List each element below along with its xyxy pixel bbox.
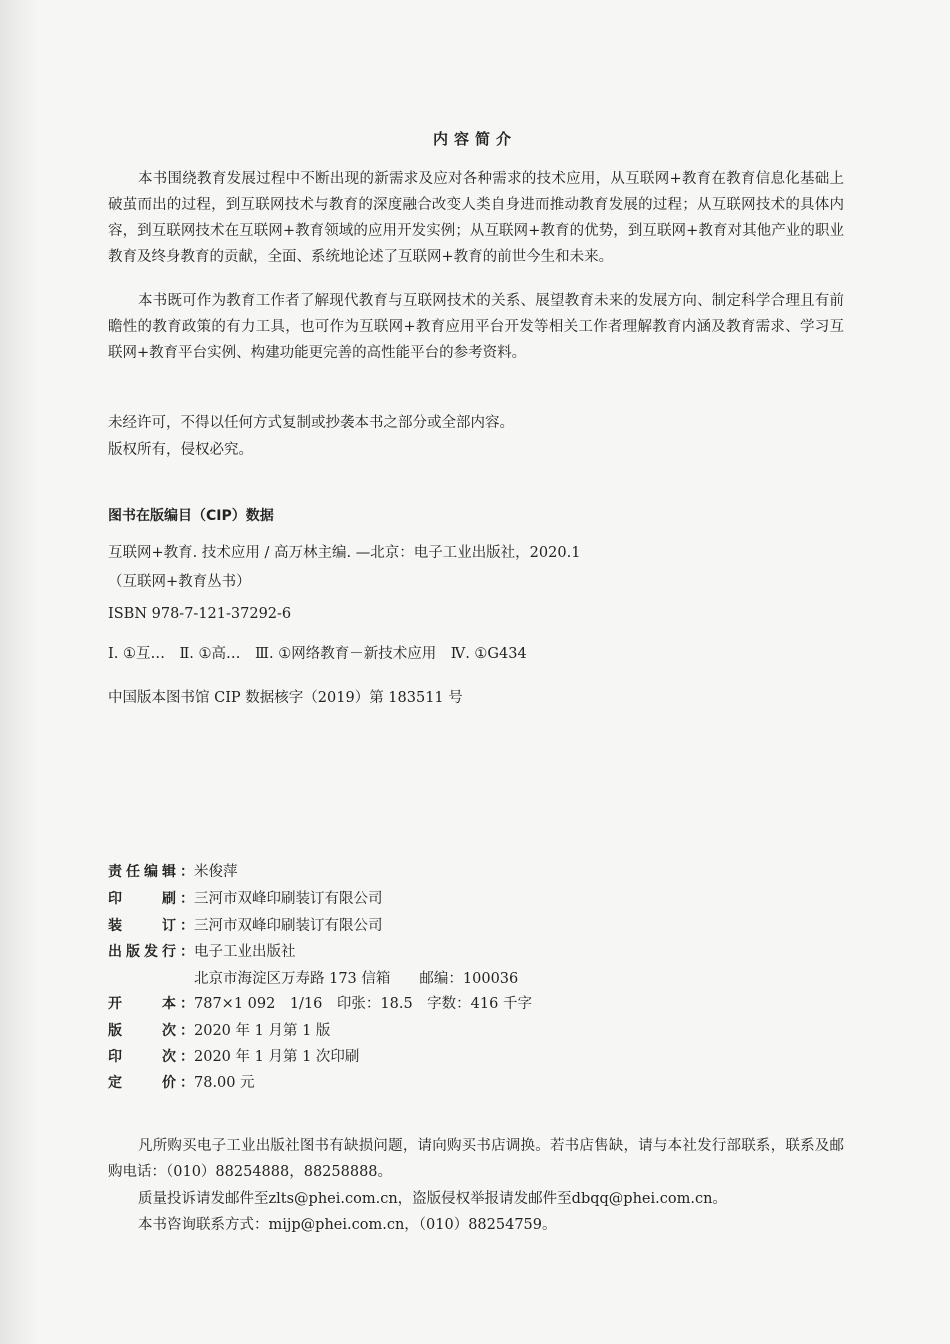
imprint-print-value: 三河市双峰印刷装订有限公司 [194,891,383,907]
footer-complaint-email: 质量投诉请发邮件至zlts@phei.com.cn，盗版侵权举报请发邮件至dbqq@phei.com.cn。 [138,1191,727,1207]
cip-series: （互联网+教育丛书） [108,574,251,590]
imprint-publisher-value: 电子工业出版社 [194,944,296,960]
footer-returns-notice: 凡所购买电子工业出版社图书有缺损问题，请向购买书店调换。若书店售缺，请与本社发行部联系，联系及邮购电话：（010）88254888，88258888。 [108,1138,844,1180]
summary-paragraph-1: 本书围绕教育发展过程中不断出现的新需求及应对各种需求的技术应用，从互联网+教育在教育信息化基础上破茧而出的过程，到互联网技术与教育的深度融合改变人类自身进而推动教育发展的过程；从互联网技术的具体内容，到互联网技术在互联网+教育领域的应用开发实例；从互联网+教育的优势，到互联网+教育对其他产业的职业教育及终身教育的贡献，全面、系统地论述了互联网+教育的前世今生和未来。 [108,171,844,265]
imprint-printing-row [108,1046,359,1068]
imprint-format-row [108,993,532,1015]
summary-paragraph-2: 本书既可作为教育工作者了解现代教育与互联网技术的关系、展望教育未来的发展方向、制定科学合理且有前瞻性的教育政策的有力工具，也可作为互联网+教育应用平台开发等相关工作者理解教育内涵及教育需求、学习互联网+教育平台实例、构建功能更完善的高性能平台的参考资料。 [108,293,844,361]
summary-title: 内容简介 [432,130,517,148]
imprint-edition-value: 2020 年 1 月第 1 版 [194,1023,331,1039]
imprint-editor-row [108,861,238,883]
imprint-edition-row [108,1020,330,1042]
copyright-notice: 未经许可，不得以任何方式复制或抄袭本书之部分或全部内容。 [108,415,514,431]
imprint-editor-value: 米俊萍 [194,864,238,880]
imprint-print-row [108,888,383,910]
imprint-edition-label: 版 次： [108,1023,194,1039]
imprint-price-label: 定 价： [108,1075,194,1091]
footer-consult-contact: 本书咨询联系方式：mijp@phei.com.cn，（010）88254759。 [138,1217,557,1233]
cip-heading: 图书在版编目（CIP）数据 [108,508,274,524]
imprint-publisher-row [108,941,296,963]
imprint-format-value: 787×1 092 1/16 印张：18.5 字数：416 千字 [194,996,532,1012]
cip-record-number: 中国版本图书馆 CIP 数据核字（2019）第 183511 号 [108,690,463,706]
imprint-price-row [108,1072,255,1094]
cip-classification: Ⅰ. ①互… Ⅱ. ①高… Ⅲ. ①网络教育－新技术应用 Ⅳ. ①G434 [108,646,527,662]
imprint-price-value: 78.00 元 [194,1075,255,1091]
imprint-editor-label: 责任编辑： [108,864,194,880]
imprint-binding-row [108,915,383,937]
cip-isbn: ISBN 978-7-121-37292-6 [108,606,292,622]
imprint-print-label: 印 刷： [108,891,194,907]
imprint-binding-value: 三河市双峰印刷装订有限公司 [194,918,383,934]
imprint-printing-label: 印 次： [108,1049,194,1065]
cip-title-line: 互联网+教育. 技术应用 / 高万林主编. —北京：电子工业出版社，2020.1 [108,545,581,561]
imprint-publisher-label: 出版发行： [108,944,194,960]
imprint-printing-value: 2020 年 1 月第 1 次印刷 [194,1049,360,1065]
imprint-address-row [108,968,518,990]
imprint-binding-label: 装 订： [108,918,194,934]
imprint-address-value: 北京市海淀区万寿路 173 信箱 邮编：100036 [194,971,519,987]
rights-reserved: 版权所有，侵权必究。 [108,442,253,458]
imprint-format-label: 开 本： [108,996,194,1012]
